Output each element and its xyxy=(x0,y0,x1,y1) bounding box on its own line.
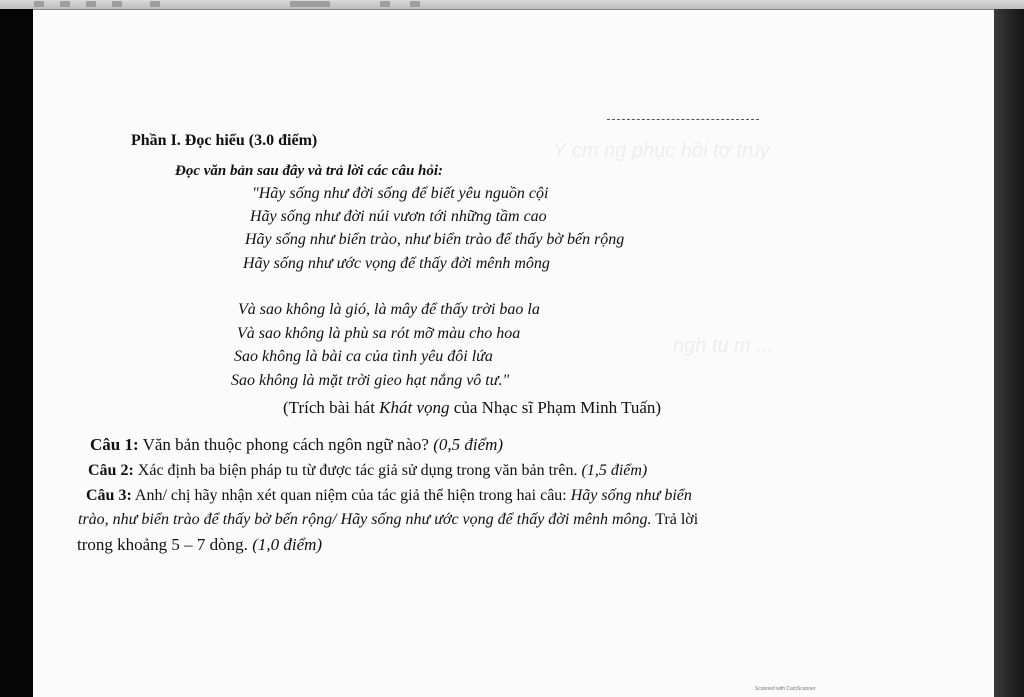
toolbar-icon[interactable] xyxy=(86,1,96,7)
poem-line: Hãy sống như ước vọng để thấy đời mênh mông xyxy=(243,255,550,272)
toolbar-icon[interactable] xyxy=(60,1,70,7)
poem-line: Hãy sống như đời núi vươn tới những tầm cao xyxy=(250,208,547,225)
toolbar-icon[interactable] xyxy=(410,1,420,7)
question-text: Văn bản thuộc phong cách ngôn ngữ nào? xyxy=(138,435,434,454)
poem-line: Và sao không là phù sa rót mỡ màu cho hoa xyxy=(237,325,521,342)
question-label: Câu 3: xyxy=(86,487,132,504)
song-title: Khát vọng xyxy=(379,398,450,417)
source-prefix: (Trích bài hát xyxy=(283,398,380,417)
poem-line: Sao không là bài ca của tình yêu đôi lứa xyxy=(234,348,493,365)
toolbar-strip xyxy=(0,0,1024,10)
question-text: Anh/ chị hãy nhận xét quan niệm của tác giả thể hiện trong hai câu: xyxy=(131,487,571,504)
question-1 xyxy=(90,435,503,455)
left-margin xyxy=(0,9,33,697)
question-text: trong khoảng 5 – 7 dòng. xyxy=(77,535,253,554)
dashed-rule xyxy=(607,119,759,120)
poem-line: Sao không là mặt trời gieo hạt nắng vô tư." xyxy=(231,372,510,389)
right-scroll-area[interactable] xyxy=(994,9,1024,697)
scanner-watermark: Scanned with CamScanner xyxy=(755,686,816,692)
question-text: Trả lời xyxy=(651,511,699,528)
question-points: (0,5 điểm) xyxy=(433,435,504,454)
source-citation xyxy=(283,398,661,418)
bleed-through: ngh tu m ... xyxy=(673,335,774,357)
poem-line: "Hãy sống như đời sống để biết yêu nguồn cội xyxy=(252,185,549,202)
question-label: Câu 2: xyxy=(88,462,134,479)
document-page xyxy=(33,10,994,697)
source-suffix: của Nhạc sĩ Phạm Minh Tuấn) xyxy=(449,398,662,417)
poem-line: Và sao không là gió, là mây để thấy trời bao la xyxy=(238,301,540,318)
toolbar-icon[interactable] xyxy=(112,1,122,7)
question-label: Câu 1: xyxy=(90,435,139,454)
question-2 xyxy=(88,461,647,481)
question-points: (1,5 điểm) xyxy=(581,462,648,479)
toolbar-icon[interactable] xyxy=(380,1,390,7)
question-3-line-3 xyxy=(77,535,322,555)
question-quote: trào, như biển trào để thấy bờ bến rộng/ Hãy sống như ước vọng để thấy đời mênh mông. xyxy=(78,511,652,528)
poem-line: Hãy sống như biển trào, như biển trào để thấy bờ bến rộng xyxy=(245,231,625,248)
toolbar-icon[interactable] xyxy=(34,1,44,7)
toolbar-icon[interactable] xyxy=(150,1,160,7)
reading-instruction: Đọc văn bản sau đây và trả lời các câu hỏi: xyxy=(175,163,444,179)
question-3-line-2 xyxy=(78,510,698,530)
section-heading: Phần I. Đọc hiểu (3.0 điểm) xyxy=(131,132,318,149)
question-text: Xác định ba biện pháp tu từ được tác giả sử dụng trong văn bản trên. xyxy=(133,462,582,479)
toolbar-field[interactable] xyxy=(290,1,330,7)
question-3-line-1 xyxy=(86,486,692,506)
bleed-through: Ý cm ng phục hồi tơ truy xyxy=(553,140,770,162)
question-points: (1,0 điểm) xyxy=(252,535,323,554)
question-quote: Hãy sống như biển xyxy=(570,487,692,504)
